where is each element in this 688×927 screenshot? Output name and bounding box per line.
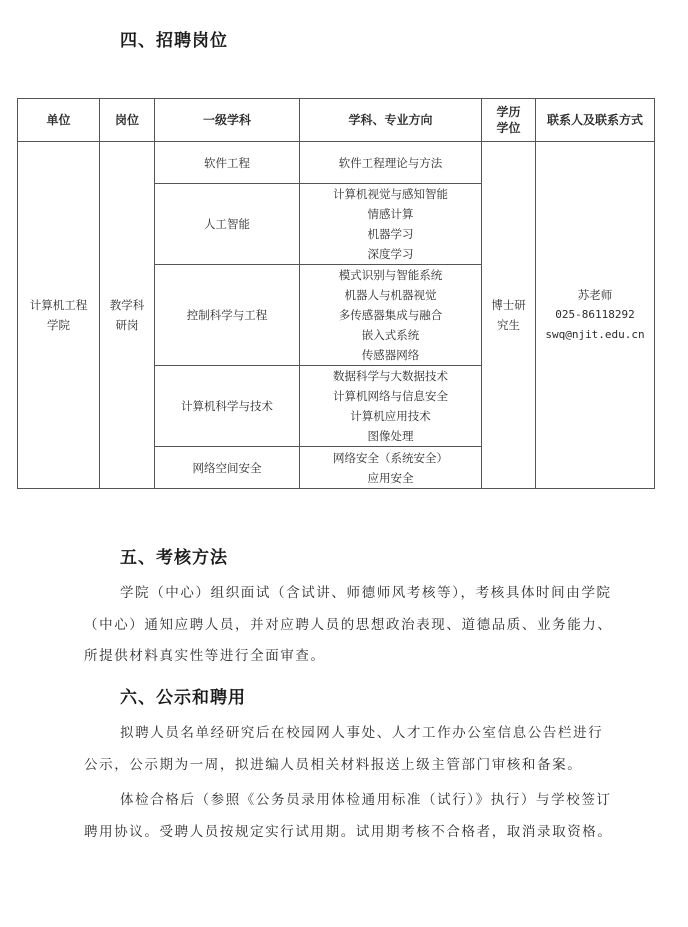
direction-item: 数据科学与大数据技术 bbox=[333, 369, 448, 383]
header-text: 单位 bbox=[46, 113, 71, 127]
header-discipline bbox=[155, 99, 300, 142]
contact-name: 苏老师 bbox=[577, 288, 613, 302]
degree-text: 究生 bbox=[497, 318, 520, 332]
direction-item: 网络安全（系统安全） bbox=[333, 450, 448, 465]
discipline-cell: 人工智能 bbox=[155, 184, 300, 265]
direction-item: 传感器网络 bbox=[361, 348, 420, 362]
section-4-title: 四、招聘岗位 bbox=[120, 31, 228, 51]
direction-item: 模式识别与智能系统 bbox=[338, 268, 443, 282]
direction-cell bbox=[300, 447, 482, 489]
post-cell bbox=[100, 142, 155, 489]
direction-item: 图像处理 bbox=[367, 429, 414, 443]
direction-cell bbox=[300, 184, 482, 265]
header-text: 学位 bbox=[496, 121, 521, 135]
direction-item: 计算机视觉与感知智能 bbox=[333, 187, 448, 201]
table-header-row bbox=[18, 99, 655, 142]
table-row bbox=[18, 142, 655, 184]
contact-email: swq@njit.edu.cn bbox=[545, 328, 645, 341]
direction-item: 计算机应用技术 bbox=[350, 409, 431, 423]
direction-item: 多传感器集成与融合 bbox=[338, 308, 443, 322]
degree-cell bbox=[482, 142, 536, 489]
recruitment-table bbox=[17, 98, 655, 489]
direction-item: 机器学习 bbox=[367, 227, 414, 241]
post-text: 教学科 bbox=[109, 298, 145, 312]
section-6-paragraph-2: 体检合格后（参照《公务员录用体检通用标准（试行）》执行）与学校签订聘用协议。受聘人员按规定实行试用期。试用期考核不合格者，取消录取资格。 bbox=[84, 792, 613, 840]
header-text: 学历 bbox=[496, 105, 521, 119]
header-direction bbox=[300, 99, 482, 142]
direction-item: 应用安全 bbox=[367, 470, 414, 485]
header-post bbox=[100, 99, 155, 142]
direction-cell bbox=[300, 366, 482, 447]
direction-item: 软件工程理论与方法 bbox=[338, 155, 443, 170]
post-text: 研岗 bbox=[115, 318, 139, 332]
degree-text: 博士研 bbox=[491, 298, 526, 312]
unit-cell bbox=[18, 142, 100, 489]
discipline-cell: 软件工程 bbox=[155, 142, 300, 184]
header-text: 学科、专业方向 bbox=[348, 113, 433, 127]
section-6-title: 六、公示和聘用 bbox=[120, 688, 246, 708]
header-text: 岗位 bbox=[114, 113, 139, 127]
header-text: 一级学科 bbox=[202, 113, 251, 127]
unit-text: 计算机工程 bbox=[29, 298, 88, 312]
header-text: 联系人及联系方式 bbox=[546, 113, 643, 127]
direction-cell bbox=[300, 265, 482, 366]
direction-item: 情感计算 bbox=[367, 207, 414, 221]
direction-item: 计算机网络与信息安全 bbox=[333, 389, 448, 403]
contact-cell bbox=[536, 142, 655, 489]
section-5-title: 五、考核方法 bbox=[120, 548, 228, 568]
header-degree bbox=[482, 99, 536, 142]
header-unit bbox=[18, 99, 100, 142]
section-6-paragraph-1: 拟聘人员名单经研究后在校园网人事处、人才工作办公室信息公告栏进行公示，公示期为一周，拟进编人员相关材料报送上级主管部门审核和备案。 bbox=[84, 725, 604, 773]
discipline-cell: 网络空间安全 bbox=[155, 447, 300, 489]
contact-phone: 025-86118292 bbox=[555, 308, 635, 321]
unit-text: 学院 bbox=[47, 318, 70, 332]
direction-item: 深度学习 bbox=[367, 247, 414, 261]
direction-item: 机器人与机器视觉 bbox=[344, 288, 437, 302]
discipline-cell: 控制科学与工程 bbox=[155, 265, 300, 366]
direction-cell bbox=[300, 142, 482, 184]
section-5-paragraph: 学院（中心）组织面试（含试讲、师德师风考核等），考核具体时间由学院（中心）通知应聘人员，并对应聘人员的思想政治表现、道德品质、业务能力、所提供材料真实性等进行全面审查。 bbox=[84, 585, 613, 664]
direction-item: 嵌入式系统 bbox=[361, 328, 420, 342]
header-contact bbox=[536, 99, 655, 142]
discipline-cell: 计算机科学与技术 bbox=[155, 366, 300, 447]
